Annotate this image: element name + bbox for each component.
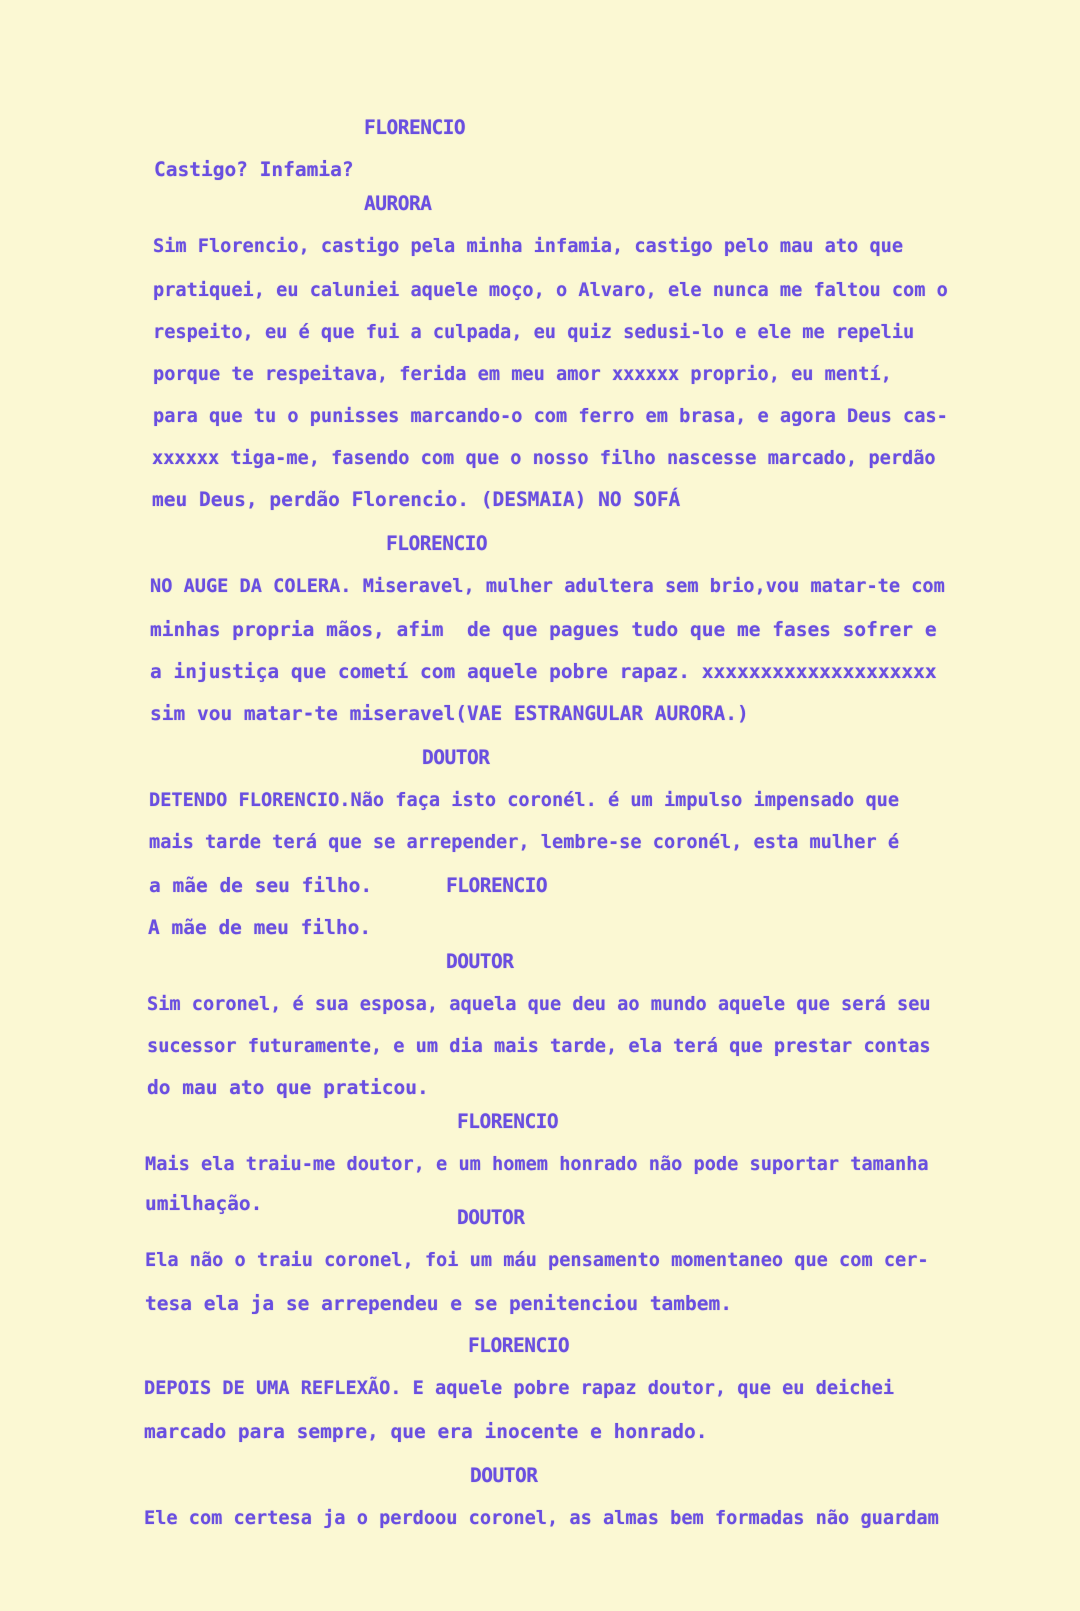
speaker-name: DOUTOR	[457, 1206, 525, 1229]
speaker-name: FLORENCIO	[457, 1110, 559, 1133]
speaker-name: FLORENCIO	[386, 532, 488, 555]
dialogue-line: porque te respeitava, ferida em meu amor xxxxxx proprio, eu mentí,	[153, 364, 892, 385]
dialogue-line: sucessor futuramente, e um dia mais tarde, ela terá que prestar contas	[147, 1036, 931, 1057]
dialogue-line: Ela não o traiu coronel, foi um máu pensamento momentaneo que com cer-	[145, 1250, 929, 1271]
dialogue-line: respeito, eu é que fui a culpada, eu quiz sedusi-lo e ele me repeliu	[153, 322, 915, 343]
dialogue-line: a mãe de seu filho.	[149, 874, 373, 897]
dialogue-line: umilhação.	[145, 1192, 263, 1215]
dialogue-line: marcado para sempre, que era inocente e honrado.	[144, 1420, 708, 1443]
dialogue-line: tesa ela ja se arrependeu e se penitenciou tambem.	[145, 1292, 732, 1315]
speaker-name: FLORENCIO	[468, 1334, 570, 1357]
dialogue-line: meu Deus, perdão Florencio. (DESMAIA) NO SOFÁ	[152, 488, 681, 511]
dialogue-line: Sim coronel, é sua esposa, aquela que deu ao mundo aquele que será seu	[147, 994, 931, 1015]
dialogue-line: sim vou matar-te miseravel(VAE ESTRANGULAR AURORA.)	[150, 702, 749, 725]
stage-direction-line: DEPOIS DE UMA REFLEXÃO. E aquele pobre rapaz doutor, que eu deichei	[144, 1378, 895, 1399]
dialogue-line: mais tarde terá que se arrepender, lembre-se coronél, esta mulher é	[149, 832, 900, 853]
dialogue-line: Castigo? Infamia?	[154, 158, 354, 181]
dialogue-line: Mais ela traiu-me doutor, e um homem honrado não pode suportar tamanha	[145, 1154, 929, 1175]
speaker-name: FLORENCIO	[446, 874, 548, 897]
stage-direction-line: NO AUGE DA COLERA. Miseravel, mulher adultera sem brio,vou matar-te com	[150, 576, 945, 597]
dialogue-line: do mau ato que praticou.	[147, 1076, 429, 1099]
speaker-name: FLORENCIO	[364, 116, 466, 139]
dialogue-line: para que tu o punisses marcando-o com ferro em brasa, e agora Deus cas-	[153, 406, 948, 427]
dialogue-line: Sim Florencio, castigo pela minha infamia, castigo pelo mau ato que	[153, 236, 904, 257]
dialogue-line: Ele com certesa ja o perdoou coronel, as almas bem formadas não guardam	[144, 1508, 939, 1529]
dialogue-line: pratiquei, eu caluniei aquele moço, o Alvaro, ele nunca me faltou com o	[153, 280, 948, 301]
speaker-name: DOUTOR	[422, 746, 490, 769]
speaker-name: AURORA	[364, 192, 432, 215]
stage-direction-line: DETENDO FLORENCIO.Não faça isto coronél. é um impulso impensado que	[149, 790, 900, 811]
speaker-name: DOUTOR	[446, 950, 514, 973]
dialogue-line: A mãe de meu filho.	[148, 916, 372, 939]
dialogue-line: a injustiça que cometí com aquele pobre rapaz. xxxxxxxxxxxxxxxxxxxx	[150, 660, 937, 683]
dialogue-line: xxxxxx tiga-me, fasendo com que o nosso filho nascesse marcado, perdão	[152, 448, 936, 469]
dialogue-line: minhas propria mãos, afim de que pagues tudo que me fases sofrer e	[150, 618, 937, 641]
speaker-name: DOUTOR	[470, 1464, 538, 1487]
